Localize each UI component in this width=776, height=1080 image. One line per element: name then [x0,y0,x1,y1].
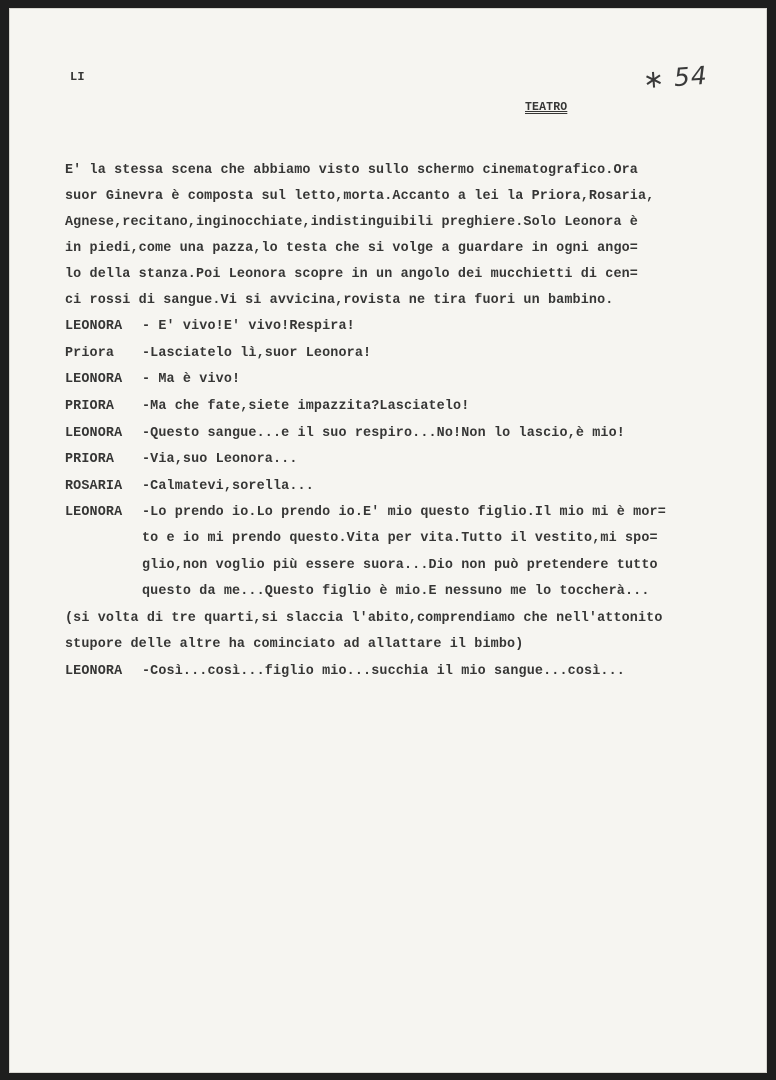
intro-line: E' la stessa scena che abbiamo visto sullo schermo cinematografico.Ora [65,163,638,178]
intro-line: ci rossi di sangue.Vi si avvicina,rovista ne tira fuori un bambino. [65,293,614,308]
speech-continuation: to e io mi prendo questo.Vita per vita.Tutto il vestito,mi spo= [142,531,658,546]
speaker-name: PRIORA [65,452,115,467]
stage-direction-line: stupore delle altre ha cominciato ad allattare il bimbo) [65,637,524,652]
speech-line: - Ma è vivo! [142,372,241,387]
speaker-name: ROSARIA [65,479,123,494]
typewritten-page [10,9,766,1072]
speech-line: -Questo sangue...e il suo respiro...No!Non lo lascio,è mio! [142,426,625,441]
speaker-name: LEONORA [65,319,123,334]
speech-line: -Via,suo Leonora... [142,452,298,467]
stage-direction-line: (si volta di tre quarti,si slaccia l'abito,comprendiamo che nell'attonito [65,611,663,626]
page-header-code: LI [70,70,85,84]
speech-line: - E' vivo!E' vivo!Respira! [142,319,355,334]
intro-line: Agnese,recitano,inginocchiate,indistinguibili preghiere.Solo Leonora è [65,215,638,230]
speech-line: -Lasciatelo lì,suor Leonora! [142,346,372,361]
speech-line: -Lo prendo io.Lo prendo io.E' mio questo figlio.Il mio mi è mor= [142,505,666,520]
speech-line: -Calmatevi,sorella... [142,479,314,494]
intro-line: in piedi,come una pazza,lo testa che si volge a guardare in ogni ango= [65,241,638,256]
speaker-name: LEONORA [65,664,123,679]
speaker-name: PRIORA [65,399,115,414]
speech-continuation: glio,non voglio più essere suora...Dio non può pretendere tutto [142,558,658,573]
intro-line: lo della stanza.Poi Leonora scopre in un angolo dei mucchietti di cen= [65,267,638,282]
speaker-name: LEONORA [65,426,123,441]
speech-continuation: questo da me...Questo figlio è mio.E nessuno me lo toccherà... [142,584,650,599]
speaker-name: LEONORA [65,505,123,520]
speaker-name: LEONORA [65,372,123,387]
handwritten-page-number: ∗ 54 [642,60,709,95]
section-title: TEATRO [525,101,568,114]
speech-line: -Ma che fate,siete impazzita?Lasciatelo! [142,399,470,414]
speech-line: -Così...così...figlio mio...succhia il mio sangue...così... [142,664,625,679]
intro-line: suor Ginevra è composta sul letto,morta.Accanto a lei la Priora,Rosaria, [65,189,655,204]
speaker-name: Priora [65,346,115,361]
